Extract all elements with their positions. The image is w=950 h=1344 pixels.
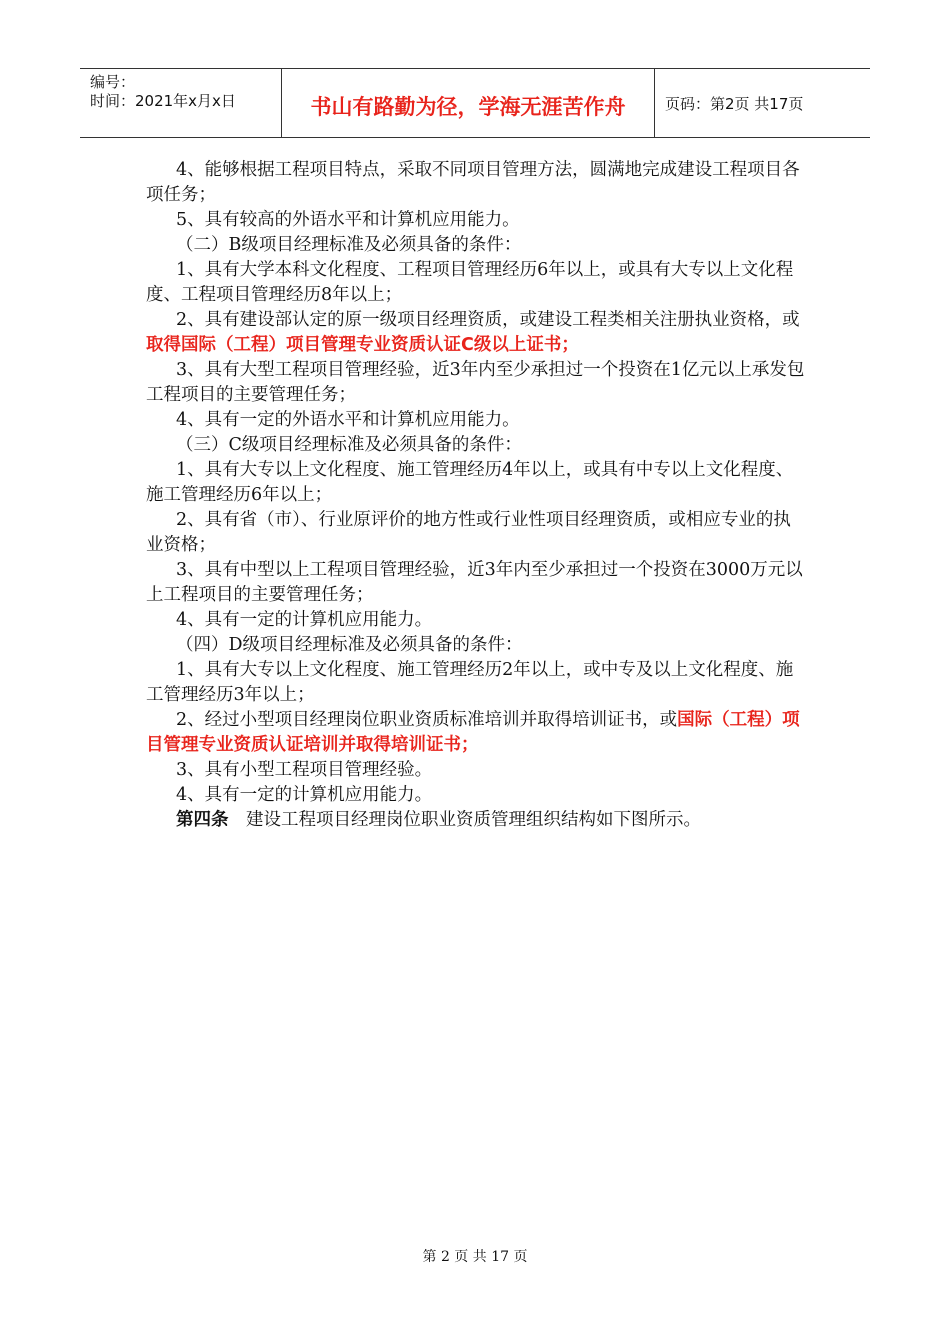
paragraph: 1、具有大专以上文化程度、施工管理经历4年以上，或具有中专以上文化程度、施工管理经历6年以上； bbox=[146, 460, 794, 505]
paragraph bbox=[146, 308, 806, 358]
paragraph-text: 2、具有建设部认定的原一级项目经理资质，或建设工程类相关注册执业资格，或 bbox=[176, 310, 800, 330]
highlighted-text: 取得国际（工程）项目管理专业资质认证C级以上证书； bbox=[146, 335, 579, 355]
article-label: 第四条 bbox=[176, 810, 229, 830]
paragraph-text: 2、经过小型项目经理岗位职业资质标准培训并取得培训证书，或 bbox=[176, 710, 678, 730]
document-body bbox=[146, 158, 806, 833]
paragraph: 3、具有小型工程项目管理经验。 bbox=[176, 760, 433, 780]
paragraph bbox=[146, 808, 806, 833]
paragraph: 4、具有一定的计算机应用能力。 bbox=[176, 785, 433, 805]
document-number-label: 编号： bbox=[90, 73, 136, 91]
paragraph: 4、具有一定的外语水平和计算机应用能力。 bbox=[176, 410, 520, 430]
section-heading: （二）B级项目经理标准及必须具备的条件： bbox=[176, 235, 522, 255]
section-heading: （三）C级项目经理标准及必须具备的条件： bbox=[176, 435, 522, 455]
paragraph: 4、能够根据工程项目特点，采取不同项目管理方法，圆满地完成建设工程项目各项任务； bbox=[146, 160, 800, 205]
paragraph: 1、具有大专以上文化程度、施工管理经历2年以上，或中专及以上文化程度、施工管理经历3年以上； bbox=[146, 660, 794, 705]
page-header bbox=[80, 68, 870, 138]
paragraph: 5、具有较高的外语水平和计算机应用能力。 bbox=[176, 210, 520, 230]
header-meta-cell bbox=[80, 69, 282, 137]
paragraph: 2、具有省（市）、行业原评价的地方性或行业性项目经理资质，或相应专业的执业资格； bbox=[146, 510, 791, 555]
paragraph: 3、具有大型工程项目管理经验，近3年内至少承担过一个投资在1亿元以上承发包工程项目的主要管理任务； bbox=[146, 360, 805, 405]
document-date: 时间：2021年x月x日 bbox=[90, 92, 236, 110]
highlighted-text: 国际（工程）项目管理专业资质认证培训并取得培训证书； bbox=[146, 710, 800, 755]
page-footer: 第 2 页 共 17 页 bbox=[422, 1249, 528, 1265]
paragraph: 1、具有大学本科文化程度、工程项目管理经历6年以上，或具有大专以上文化程度、工程项目管理经历8年以上； bbox=[146, 260, 794, 305]
header-page-cell bbox=[655, 69, 870, 137]
header-motto: 书山有路勤为径，学海无涯苦作舟 bbox=[310, 95, 626, 119]
section-heading: （四）D级项目经理标准及必须具备的条件： bbox=[176, 635, 523, 655]
paragraph bbox=[146, 708, 806, 758]
paragraph-text: 建设工程项目经理岗位职业资质管理组织结构如下图所示。 bbox=[228, 810, 701, 830]
paragraph: 3、具有中型以上工程项目管理经验，近3年内至少承担过一个投资在3000万元以上工程项目的主要管理任务； bbox=[146, 560, 803, 605]
header-motto-cell bbox=[282, 69, 655, 137]
header-page-info: 页码：第2页 共17页 bbox=[665, 95, 804, 113]
paragraph: 4、具有一定的计算机应用能力。 bbox=[176, 610, 433, 630]
